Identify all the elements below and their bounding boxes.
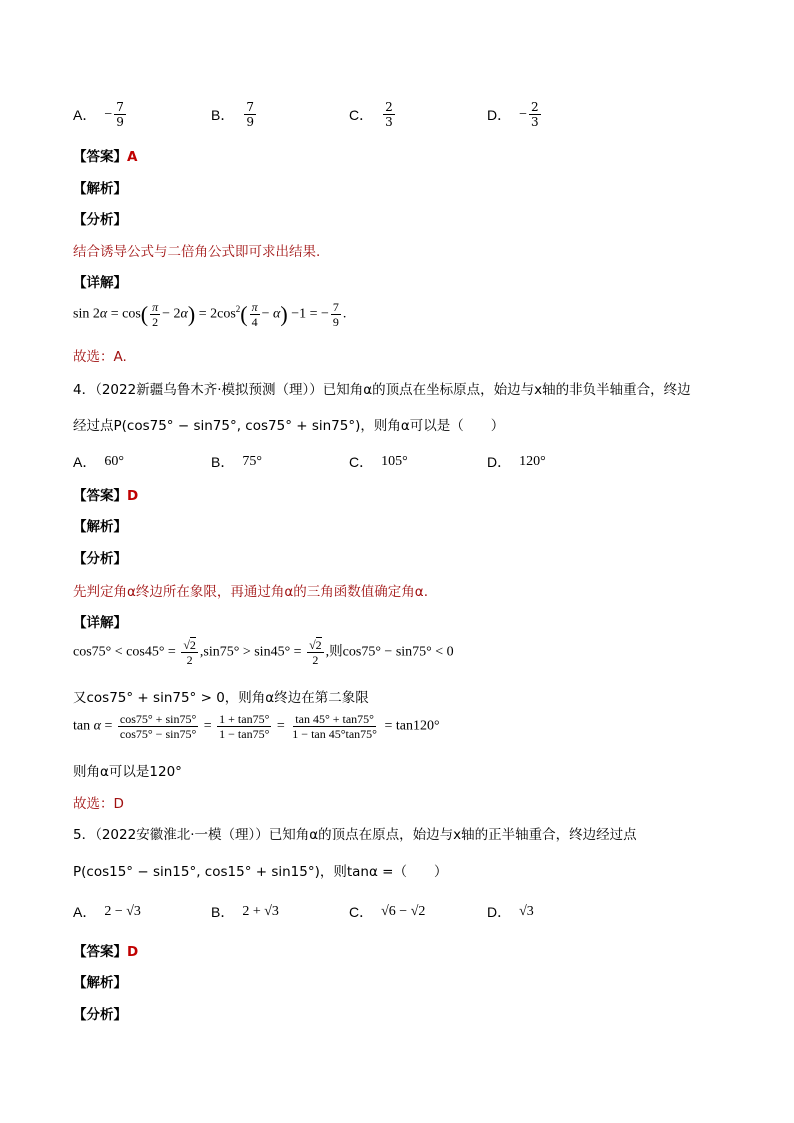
- q5-stem-line2: P(cos15° − sin15°, cos15° + sin15°)，则tanα =（ ）: [73, 864, 448, 880]
- q5-jiexi-heading: 【解析】: [73, 975, 127, 991]
- q4-step1: cos75° < cos45° = $\frac{√2}{2}$ ,sin75° > sin45° = $\frac{√2}{2}$ ,则cos75° − sin75° < 0: [73, 638, 454, 667]
- option-d: D． − $\frac{2}{3}$: [487, 100, 539, 129]
- q5-fenxi-heading: 【分析】: [73, 1007, 127, 1023]
- q5-option-d: D． √3: [487, 904, 534, 920]
- answer-line: 【答案】A: [73, 149, 138, 165]
- q4-choice-line: 故选：D: [73, 796, 124, 812]
- fraction: $\frac{7}{9}$: [116, 100, 124, 129]
- solution-formula: sin 2α = cos( $\frac{\pi}{2}$ − $2\alpha) = 2\cos^2$( $\frac{\pi}{4}$ − α) −1 = − $\frac{7}{9}$ .: [73, 300, 347, 329]
- q5-option-a: A． 2 − √3: [73, 904, 141, 920]
- option-b: B． $\frac{7}{9}$: [211, 100, 254, 129]
- fraction: $\frac{2}{3}$: [531, 100, 539, 129]
- q5-stem-line1: 5．（2022安徽淮北·一模（理））已知角α的顶点在原点，始边与x轴的正半轴重合，终边经过点: [73, 827, 637, 843]
- q4-step2: 又cos75° + sin75° > 0，则角α终边在第二象限: [73, 690, 369, 706]
- q4-option-b: B． 75°: [211, 454, 262, 470]
- fraction: $\frac{7}{9}$: [246, 100, 254, 129]
- q4-step3: tan α = $\frac{\cos 75^\circ + \sin 75^\circ}{\cos 75^\circ - \sin 75^\circ}$ = $\frac{1 + \tan 75^\circ}{1 - \tan 75^\circ}$ = $\frac{\tan 45^\circ + \tan 75^\circ}{1 - \tan 45^\circ\tan 75^\circ}$ = tan120°: [73, 712, 440, 741]
- q5-answer-line: 【答案】D: [73, 944, 139, 960]
- q4-fenxi-heading: 【分析】: [73, 551, 127, 567]
- q4-xiangjie-heading: 【详解】: [73, 615, 127, 631]
- q4-answer-line: 【答案】D: [73, 488, 139, 504]
- q4-option-c: C． 105°: [349, 454, 408, 470]
- xiangjie-heading: 【详解】: [73, 275, 127, 291]
- jiexi-heading: 【解析】: [73, 181, 127, 197]
- q4-analysis-text: 先判定角α终边所在象限，再通过角α的三角函数值确定角α.: [73, 584, 428, 600]
- q5-option-b: B． 2 + √3: [211, 904, 279, 920]
- q4-stem-line2: 经过点P(cos75° − sin75°, cos75° + sin75°)，则角α可以是（ ）: [73, 418, 505, 434]
- q4-step4: 则角α可以是120°: [73, 764, 182, 780]
- option-c: C． $\frac{2}{3}$: [349, 100, 393, 129]
- option-a: A． − $\frac{7}{9}$: [73, 100, 124, 129]
- q5-option-c: C． √6 − √2: [349, 904, 426, 920]
- fenxi-heading: 【分析】: [73, 212, 127, 228]
- fraction: $\frac{2}{3}$: [385, 100, 393, 129]
- q4-jiexi-heading: 【解析】: [73, 519, 127, 535]
- q4-option-d: D． 120°: [487, 454, 546, 470]
- q4-stem-line1: 4．（2022新疆乌鲁木齐·模拟预测（理））已知角α的顶点在坐标原点，始边与x轴的非负半轴重合，终边: [73, 382, 691, 398]
- analysis-text: 结合诱导公式与二倍角公式即可求出结果.: [73, 244, 321, 260]
- choice-line: 故选：A.: [73, 349, 127, 365]
- q4-option-a: A． 60°: [73, 454, 124, 470]
